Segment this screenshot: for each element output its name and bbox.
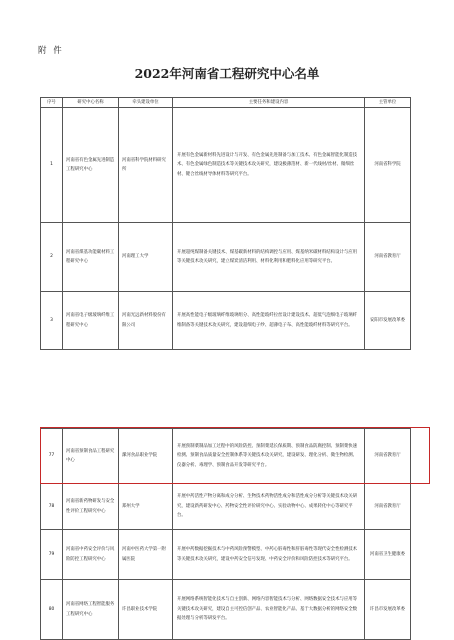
- row-no: 78: [41, 484, 63, 530]
- row-unit: 河南理工大学: [119, 223, 173, 292]
- row-no: 79: [41, 530, 63, 580]
- centers-table-top: [40, 97, 411, 350]
- row-no: 3: [41, 292, 63, 350]
- header-tasks: 主要任务和建设内容: [173, 98, 365, 108]
- header-name: 研究中心名称: [63, 98, 119, 108]
- centers-table-bottom: [40, 428, 411, 640]
- row-name: 河南省新药物研发与安全性评价工程研究中心: [63, 484, 119, 530]
- row-unit: 许昌职业技术学院: [119, 580, 173, 640]
- row-tasks: 开展中药活性产物分离和成分分析、生物技术药物活性成分和活性成分分析等关键技术攻关研究，建设新药研发中心、药物安全性评价研究中心、实验动物中心、成果转化中心等研究平台。: [173, 484, 365, 530]
- row-unit: 郑州大学: [119, 484, 173, 530]
- row-unit: 河南中医药大学第一附属医院: [119, 530, 173, 580]
- table-row: [41, 292, 411, 350]
- table-row: [41, 484, 411, 530]
- row-no: 77: [41, 429, 63, 484]
- row-admin: 许昌市发展改革委: [365, 580, 411, 640]
- row-admin: 安阳市发展改革委: [365, 292, 411, 350]
- row-name: 河南省电子级玻璃纤维工程研究中心: [63, 292, 119, 350]
- page-title: 2022年河南省工程研究中心名单: [134, 66, 320, 81]
- row-name: 河南省有色金属先进制造工程研究中心: [63, 108, 119, 223]
- row-no: 2: [41, 223, 63, 292]
- row-no: 1: [41, 108, 63, 223]
- table-row: [41, 223, 411, 292]
- row-no: 80: [41, 580, 63, 640]
- row-tasks: 开展预制菜制品加工过程中的风险防控、预制菜延长保质期、预制食品防腐控制、预制菜快速检测、预制食品质量安全控制体系等关键技术攻关研究，建设研发、理化分析、微生物检测、仪器分析、毒理学、预制食品开发等研究平台。: [173, 429, 365, 484]
- header-admin: 主管单位: [365, 98, 411, 108]
- row-admin: 河南省教育厅: [365, 223, 411, 292]
- row-name: 河南省煤基功能碳材料工程研究中心: [63, 223, 119, 292]
- header-unit: 牵头建设单位: [119, 98, 173, 108]
- row-name: 河南省中药安全评价与风险防控工程研究中心: [63, 530, 119, 580]
- row-admin: 河南省卫生健康委: [365, 530, 411, 580]
- table-row: [41, 530, 411, 580]
- row-tasks: 开展网络系统智能化技术与自主创新、网络内容智能技术与分析、网络数据安全技术与应用等关键技术攻关研究，建设自主可控信创产品、农业智能化产品、基于大数据分析的网络安全数据处理与分析等研发平台。: [173, 580, 365, 640]
- table-row: [41, 580, 411, 640]
- row-admin: 河南省教育厅: [365, 429, 411, 484]
- row-unit: 河南光远新材料股份有限公司: [119, 292, 173, 350]
- row-admin: 河南省科学院: [365, 108, 411, 223]
- row-tasks: 开展中药数据挖掘技术与中药风险预警模型、中药心脏毒性和肝脏毒性等现代安全性检测技术等关键技术攻关研究，建设中药安全信号发现、中药安全评价和风险防控技术等研究平台。: [173, 530, 365, 580]
- table-row-highlighted: [41, 429, 411, 484]
- table-row: [41, 108, 411, 223]
- row-tasks: 开展高性能电子级玻璃纤维玻璃组分、高性能玻纤拉丝设计建设技术、超低气泡细电子玻璃纤维制备等关键技术攻关研究，建设超细电子纱、超薄电子布、高性能玻纤材料等研究平台。: [173, 292, 365, 350]
- table-header-row: [41, 98, 411, 108]
- header-no: 序号: [41, 98, 63, 108]
- row-unit: 河南省科学院材料研究所: [119, 108, 173, 223]
- row-name: 河南省网络工程智能服务工程研究中心: [63, 580, 119, 640]
- row-tasks: 开展有色金属新材料先进设计与开发、有色金属先进制备与加工技术、有色金属智能化制造技术、有色金属绿色制造技术等关键技术攻关研究，建设极薄箔材、新一代线材/丝材、微细丝材、键合丝线材导体材料等研究平台。: [173, 108, 365, 223]
- row-admin: 河南省教育厅: [365, 484, 411, 530]
- row-unit: 漯河食品职业学院: [119, 429, 173, 484]
- row-tasks: 开展超纯煤制备关键技术、煤基碳新材料的结构调控与应用、煤基纳米碳材料结构设计与应用等关键技术攻关研究，建立煤炭清洁利用、材料化利用和肥料化应用等研究平台。: [173, 223, 365, 292]
- attachment-label: 附 件: [38, 46, 64, 56]
- row-name: 河南省预制食品工程研究中心: [63, 429, 119, 484]
